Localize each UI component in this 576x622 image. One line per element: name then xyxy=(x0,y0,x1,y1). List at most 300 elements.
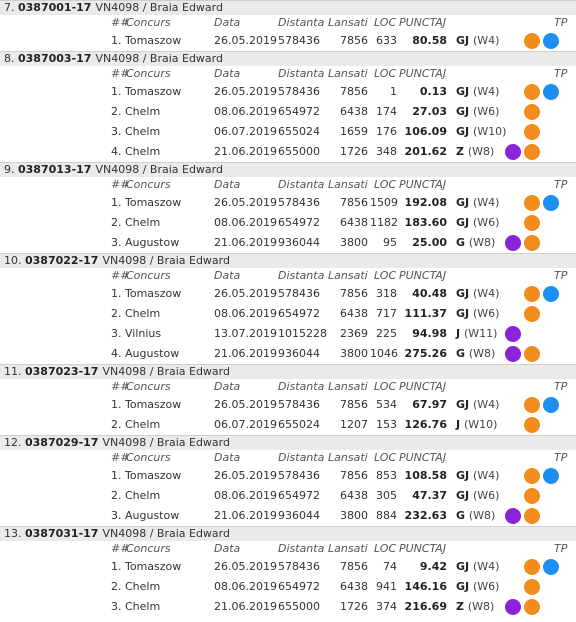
race-loc: 534 xyxy=(376,398,397,411)
race-location: Augustow xyxy=(125,347,180,360)
race-row[interactable] xyxy=(0,324,576,344)
col-header-tp: TP xyxy=(554,67,568,80)
race-loc: 153 xyxy=(376,418,397,431)
orange-dot-icon[interactable] xyxy=(524,124,540,140)
bird-block xyxy=(0,526,576,617)
col-header-lansati: Lansati xyxy=(328,67,368,80)
race-distance: 655000 xyxy=(278,600,320,613)
ring-number[interactable]: 0387023-17 xyxy=(25,365,99,378)
bird-header[interactable] xyxy=(0,435,576,450)
race-lansati: 6438 xyxy=(340,580,368,593)
race-punctaj: 216.69 xyxy=(404,600,447,613)
race-location: Tomaszow xyxy=(125,196,182,209)
bird-number: 10. xyxy=(4,254,22,267)
grade-week: (W4) xyxy=(472,560,500,573)
orange-dot-icon[interactable] xyxy=(524,306,540,322)
race-lansati: 1659 xyxy=(340,125,368,138)
race-lansati: 6438 xyxy=(340,216,368,229)
owner-name: VN4098 / Braia Edward xyxy=(102,527,230,540)
orange-dot-icon[interactable] xyxy=(524,346,540,362)
race-row[interactable] xyxy=(0,486,576,506)
race-name xyxy=(111,344,179,364)
race-location: Chelm xyxy=(125,145,161,158)
grade-letter: GJ xyxy=(456,398,470,411)
bird-block xyxy=(0,364,576,435)
grade-week: (W4) xyxy=(472,196,500,209)
orange-dot-icon[interactable] xyxy=(524,559,540,575)
race-location: Chelm xyxy=(125,216,161,229)
race-punctaj: 47.37 xyxy=(412,489,447,502)
bird-header[interactable] xyxy=(0,253,576,268)
race-index: 3. xyxy=(111,327,122,340)
col-header-distanta: Distanta xyxy=(278,542,325,555)
race-loc: 853 xyxy=(376,469,397,482)
race-row[interactable] xyxy=(0,102,576,122)
orange-dot-icon[interactable] xyxy=(524,599,540,615)
grade-week: (W10) xyxy=(463,418,498,431)
race-name xyxy=(111,213,160,233)
column-header-row xyxy=(0,66,576,82)
race-grade xyxy=(456,486,499,506)
ring-number[interactable]: 0387031-17 xyxy=(25,527,99,540)
race-lansati: 7856 xyxy=(340,196,368,209)
purple-dot-icon[interactable] xyxy=(505,346,521,362)
race-distance: 936044 xyxy=(278,509,320,522)
bird-header[interactable] xyxy=(0,51,576,66)
col-header-lansati: Lansati xyxy=(328,451,368,464)
col-header-loc: LOC xyxy=(374,542,397,555)
grade-letter: Z xyxy=(456,145,464,158)
race-index: 3. xyxy=(111,509,122,522)
race-loc: 717 xyxy=(376,307,397,320)
owner-name: VN4098 / Braia Edward xyxy=(95,163,223,176)
race-date: 26.05.2019 xyxy=(214,398,277,411)
orange-dot-icon[interactable] xyxy=(524,397,540,413)
race-distance: 578436 xyxy=(278,469,320,482)
race-row[interactable] xyxy=(0,284,576,304)
race-loc: 1 xyxy=(390,85,397,98)
race-distance: 654972 xyxy=(278,216,320,229)
status-dots xyxy=(505,144,565,160)
race-loc: 884 xyxy=(376,509,397,522)
race-loc: 1182 xyxy=(370,216,398,229)
race-index: 3. xyxy=(111,236,122,249)
race-punctaj: 126.76 xyxy=(404,418,447,431)
race-name xyxy=(111,102,160,122)
blue-dot-icon[interactable] xyxy=(543,286,559,302)
race-date: 26.05.2019 xyxy=(214,560,277,573)
orange-dot-icon[interactable] xyxy=(524,286,540,302)
race-loc: 305 xyxy=(376,489,397,502)
bird-number: 12. xyxy=(4,436,22,449)
grade-letter: GJ xyxy=(456,580,470,593)
grade-week: (W8) xyxy=(468,509,496,522)
bird-number: 11. xyxy=(4,365,22,378)
race-date: 08.06.2019 xyxy=(214,580,277,593)
owner-name: VN4098 / Braia Edward xyxy=(95,1,223,14)
race-date: 06.07.2019 xyxy=(214,418,277,431)
race-punctaj: 183.60 xyxy=(404,216,447,229)
race-index: 1. xyxy=(111,196,122,209)
race-index: 2. xyxy=(111,216,122,229)
status-dots xyxy=(505,326,565,342)
column-header-row xyxy=(0,268,576,284)
status-dots xyxy=(505,306,565,322)
race-name xyxy=(111,557,181,577)
race-distance: 936044 xyxy=(278,347,320,360)
col-header-distanta: Distanta xyxy=(278,16,325,29)
race-punctaj: 111.37 xyxy=(404,307,447,320)
race-name xyxy=(111,466,181,486)
blue-dot-icon[interactable] xyxy=(543,195,559,211)
col-header-tp: TP xyxy=(554,451,568,464)
race-grade xyxy=(456,142,494,162)
race-name xyxy=(111,193,181,213)
race-index: 1. xyxy=(111,469,122,482)
bird-block xyxy=(0,0,576,51)
ring-number[interactable]: 0387029-17 xyxy=(25,436,99,449)
race-row[interactable] xyxy=(0,82,576,102)
race-loc: 633 xyxy=(376,34,397,47)
race-grade xyxy=(456,597,494,617)
status-dots xyxy=(505,346,565,362)
orange-dot-icon[interactable] xyxy=(524,508,540,524)
orange-dot-icon[interactable] xyxy=(524,215,540,231)
race-distance: 578436 xyxy=(278,287,320,300)
race-row[interactable] xyxy=(0,344,576,364)
col-header-data: Data xyxy=(214,451,241,464)
race-name xyxy=(111,597,160,617)
column-header-row xyxy=(0,15,576,31)
grade-week: (W11) xyxy=(463,327,498,340)
bird-number: 7. xyxy=(4,1,15,14)
race-index: 3. xyxy=(111,600,122,613)
col-header-punctaj: PUNCTAJ xyxy=(399,16,447,29)
race-index: 1. xyxy=(111,398,122,411)
col-header-distanta: Distanta xyxy=(278,178,325,191)
race-name xyxy=(111,142,160,162)
race-grade xyxy=(456,577,499,597)
purple-dot-icon[interactable] xyxy=(505,235,521,251)
orange-dot-icon[interactable] xyxy=(524,468,540,484)
status-dots xyxy=(505,468,565,484)
col-header-tp: TP xyxy=(554,178,568,191)
status-dots xyxy=(505,599,565,615)
bird-header[interactable] xyxy=(0,162,576,177)
race-row[interactable] xyxy=(0,213,576,233)
race-name xyxy=(111,31,181,51)
grade-letter: GJ xyxy=(456,287,470,300)
race-date: 08.06.2019 xyxy=(214,105,277,118)
race-index: 1. xyxy=(111,287,122,300)
race-name xyxy=(111,395,181,415)
orange-dot-icon[interactable] xyxy=(524,33,540,49)
ring-number[interactable]: 0387013-17 xyxy=(18,163,92,176)
race-row[interactable] xyxy=(0,193,576,213)
col-header-punctaj: PUNCTAJ xyxy=(399,67,447,80)
race-date: 21.06.2019 xyxy=(214,600,277,613)
race-loc: 74 xyxy=(383,560,397,573)
owner-name: VN4098 / Braia Edward xyxy=(95,52,223,65)
col-header-tp: TP xyxy=(554,269,568,282)
orange-dot-icon[interactable] xyxy=(524,579,540,595)
race-location: Chelm xyxy=(125,105,161,118)
race-row[interactable] xyxy=(0,577,576,597)
race-name xyxy=(111,415,160,435)
col-header-loc: LOC xyxy=(374,380,397,393)
race-distance: 655024 xyxy=(278,418,320,431)
race-loc: 941 xyxy=(376,580,397,593)
race-lansati: 7856 xyxy=(340,398,368,411)
race-date: 26.05.2019 xyxy=(214,34,277,47)
race-grade xyxy=(456,82,499,102)
grade-week: (W6) xyxy=(472,216,500,229)
race-distance: 578436 xyxy=(278,85,320,98)
race-location: Chelm xyxy=(125,489,161,502)
col-header-punctaj: PUNCTAJ xyxy=(399,380,447,393)
grade-week: (W10) xyxy=(472,125,507,138)
race-distance: 654972 xyxy=(278,580,320,593)
race-name xyxy=(111,506,179,526)
race-row[interactable] xyxy=(0,142,576,162)
grade-week: (W4) xyxy=(472,287,500,300)
col-header-data: Data xyxy=(214,178,241,191)
race-name xyxy=(111,284,181,304)
bird-header[interactable] xyxy=(0,364,576,379)
race-date: 08.06.2019 xyxy=(214,489,277,502)
orange-dot-icon[interactable] xyxy=(524,417,540,433)
race-date: 06.07.2019 xyxy=(214,125,277,138)
bird-block xyxy=(0,253,576,364)
col-header-loc: LOC xyxy=(374,178,397,191)
grade-week: (W4) xyxy=(472,469,500,482)
col-header-distanta: Distanta xyxy=(278,67,325,80)
grade-letter: GJ xyxy=(456,125,470,138)
race-lansati: 6438 xyxy=(340,105,368,118)
race-grade xyxy=(456,233,495,253)
race-lansati: 6438 xyxy=(340,489,368,502)
blue-dot-icon[interactable] xyxy=(543,397,559,413)
column-header-row xyxy=(0,450,576,466)
race-row[interactable] xyxy=(0,466,576,486)
race-lansati: 7856 xyxy=(340,287,368,300)
race-index: 2. xyxy=(111,307,122,320)
race-loc: 1509 xyxy=(370,196,398,209)
race-grade xyxy=(456,557,499,577)
race-location: Augustow xyxy=(125,509,180,522)
race-punctaj: 9.42 xyxy=(419,560,447,573)
race-grade xyxy=(456,395,499,415)
race-punctaj: 27.03 xyxy=(412,105,447,118)
bird-number: 9. xyxy=(4,163,15,176)
col-header-num: ## xyxy=(111,380,130,393)
col-header-distanta: Distanta xyxy=(278,380,325,393)
race-row[interactable] xyxy=(0,597,576,617)
race-date: 21.06.2019 xyxy=(214,145,277,158)
col-header-lansati: Lansati xyxy=(328,542,368,555)
race-distance: 578436 xyxy=(278,34,320,47)
col-header-num: ## xyxy=(111,67,130,80)
col-header-lansati: Lansati xyxy=(328,269,368,282)
bird-header[interactable] xyxy=(0,526,576,541)
race-loc: 348 xyxy=(376,145,397,158)
col-header-num: ## xyxy=(111,178,130,191)
status-dots xyxy=(505,397,565,413)
col-header-num: ## xyxy=(111,269,130,282)
race-row[interactable] xyxy=(0,395,576,415)
grade-week: (W4) xyxy=(472,398,500,411)
race-loc: 225 xyxy=(376,327,397,340)
grade-week: (W4) xyxy=(472,34,500,47)
race-date: 08.06.2019 xyxy=(214,216,277,229)
race-name xyxy=(111,577,160,597)
race-name xyxy=(111,486,160,506)
race-row[interactable] xyxy=(0,557,576,577)
status-dots xyxy=(505,215,565,231)
bird-header[interactable] xyxy=(0,0,576,15)
race-distance: 655000 xyxy=(278,145,320,158)
grade-letter: GJ xyxy=(456,216,470,229)
col-header-concurs: Concurs xyxy=(126,178,171,191)
col-header-punctaj: PUNCTAJ xyxy=(399,269,447,282)
race-loc: 176 xyxy=(376,125,397,138)
race-distance: 578436 xyxy=(278,196,320,209)
race-index: 4. xyxy=(111,145,122,158)
race-index: 3. xyxy=(111,125,122,138)
grade-letter: GJ xyxy=(456,196,470,209)
orange-dot-icon[interactable] xyxy=(524,84,540,100)
blue-dot-icon[interactable] xyxy=(543,468,559,484)
status-dots xyxy=(505,417,565,433)
race-punctaj: 106.09 xyxy=(404,125,447,138)
race-lansati: 1726 xyxy=(340,145,368,158)
bird-number: 8. xyxy=(4,52,15,65)
status-dots xyxy=(505,104,565,120)
race-name xyxy=(111,304,160,324)
race-index: 1. xyxy=(111,34,122,47)
orange-dot-icon[interactable] xyxy=(524,144,540,160)
col-header-loc: LOC xyxy=(374,67,397,80)
col-header-tp: TP xyxy=(554,16,568,29)
owner-name: VN4098 / Braia Edward xyxy=(102,254,230,267)
status-dots xyxy=(505,235,565,251)
race-row[interactable] xyxy=(0,233,576,253)
race-loc: 95 xyxy=(383,236,397,249)
orange-dot-icon[interactable] xyxy=(524,488,540,504)
race-date: 21.06.2019 xyxy=(214,347,277,360)
race-lansati: 3800 xyxy=(340,236,368,249)
race-date: 26.05.2019 xyxy=(214,287,277,300)
ring-number[interactable]: 0387003-17 xyxy=(18,52,92,65)
col-header-loc: LOC xyxy=(374,451,397,464)
race-location: Chelm xyxy=(125,580,161,593)
status-dots xyxy=(505,579,565,595)
race-location: Tomaszow xyxy=(125,85,182,98)
col-header-lansati: Lansati xyxy=(328,16,368,29)
col-header-num: ## xyxy=(111,542,130,555)
race-index: 2. xyxy=(111,489,122,502)
ring-number[interactable]: 0387001-17 xyxy=(18,1,92,14)
race-punctaj: 108.58 xyxy=(404,469,447,482)
race-punctaj: 201.62 xyxy=(404,145,447,158)
blue-dot-icon[interactable] xyxy=(543,84,559,100)
col-header-concurs: Concurs xyxy=(126,16,171,29)
column-header-row xyxy=(0,177,576,193)
grade-letter: Z xyxy=(456,600,464,613)
race-location: Chelm xyxy=(125,418,161,431)
grade-letter: G xyxy=(456,236,466,249)
owner-name: VN4098 / Braia Edward xyxy=(102,436,230,449)
col-header-punctaj: PUNCTAJ xyxy=(399,178,447,191)
grade-week: (W6) xyxy=(472,105,500,118)
ring-number[interactable]: 0387022-17 xyxy=(25,254,99,267)
col-header-lansati: Lansati xyxy=(328,178,368,191)
race-name xyxy=(111,122,160,142)
race-row[interactable] xyxy=(0,304,576,324)
race-row[interactable] xyxy=(0,415,576,435)
race-punctaj: 40.48 xyxy=(412,287,447,300)
purple-dot-icon[interactable] xyxy=(505,144,521,160)
race-name xyxy=(111,324,161,344)
orange-dot-icon[interactable] xyxy=(524,235,540,251)
orange-dot-icon[interactable] xyxy=(524,195,540,211)
race-loc: 374 xyxy=(376,600,397,613)
race-lansati: 7856 xyxy=(340,85,368,98)
race-distance: 1015228 xyxy=(278,327,327,340)
race-row[interactable] xyxy=(0,506,576,526)
col-header-concurs: Concurs xyxy=(126,380,171,393)
race-distance: 654972 xyxy=(278,489,320,502)
race-distance: 578436 xyxy=(278,560,320,573)
grade-letter: GJ xyxy=(456,560,470,573)
status-dots xyxy=(505,286,565,302)
blue-dot-icon[interactable] xyxy=(543,33,559,49)
col-header-loc: LOC xyxy=(374,269,397,282)
bird-block xyxy=(0,51,576,162)
race-grade xyxy=(456,415,497,435)
purple-dot-icon[interactable] xyxy=(505,508,521,524)
grade-week: (W8) xyxy=(467,145,495,158)
race-date: 26.05.2019 xyxy=(214,196,277,209)
race-grade xyxy=(456,102,499,122)
race-grade xyxy=(456,31,499,51)
race-row[interactable] xyxy=(0,31,576,51)
race-location: Tomaszow xyxy=(125,34,182,47)
status-dots xyxy=(505,84,565,100)
purple-dot-icon[interactable] xyxy=(505,599,521,615)
race-punctaj: 232.63 xyxy=(404,509,447,522)
blue-dot-icon[interactable] xyxy=(543,559,559,575)
race-lansati: 7856 xyxy=(340,469,368,482)
grade-week: (W4) xyxy=(472,85,500,98)
col-header-distanta: Distanta xyxy=(278,451,325,464)
col-header-data: Data xyxy=(214,542,241,555)
race-grade xyxy=(456,324,497,344)
race-index: 1. xyxy=(111,85,122,98)
race-lansati: 7856 xyxy=(340,34,368,47)
race-row[interactable] xyxy=(0,122,576,142)
race-date: 21.06.2019 xyxy=(214,509,277,522)
race-location: Tomaszow xyxy=(125,560,182,573)
race-grade xyxy=(456,506,495,526)
purple-dot-icon[interactable] xyxy=(505,326,521,342)
race-location: Chelm xyxy=(125,125,161,138)
orange-dot-icon[interactable] xyxy=(524,104,540,120)
bird-number: 13. xyxy=(4,527,22,540)
col-header-data: Data xyxy=(214,380,241,393)
race-punctaj: 25.00 xyxy=(412,236,447,249)
race-distance: 578436 xyxy=(278,398,320,411)
